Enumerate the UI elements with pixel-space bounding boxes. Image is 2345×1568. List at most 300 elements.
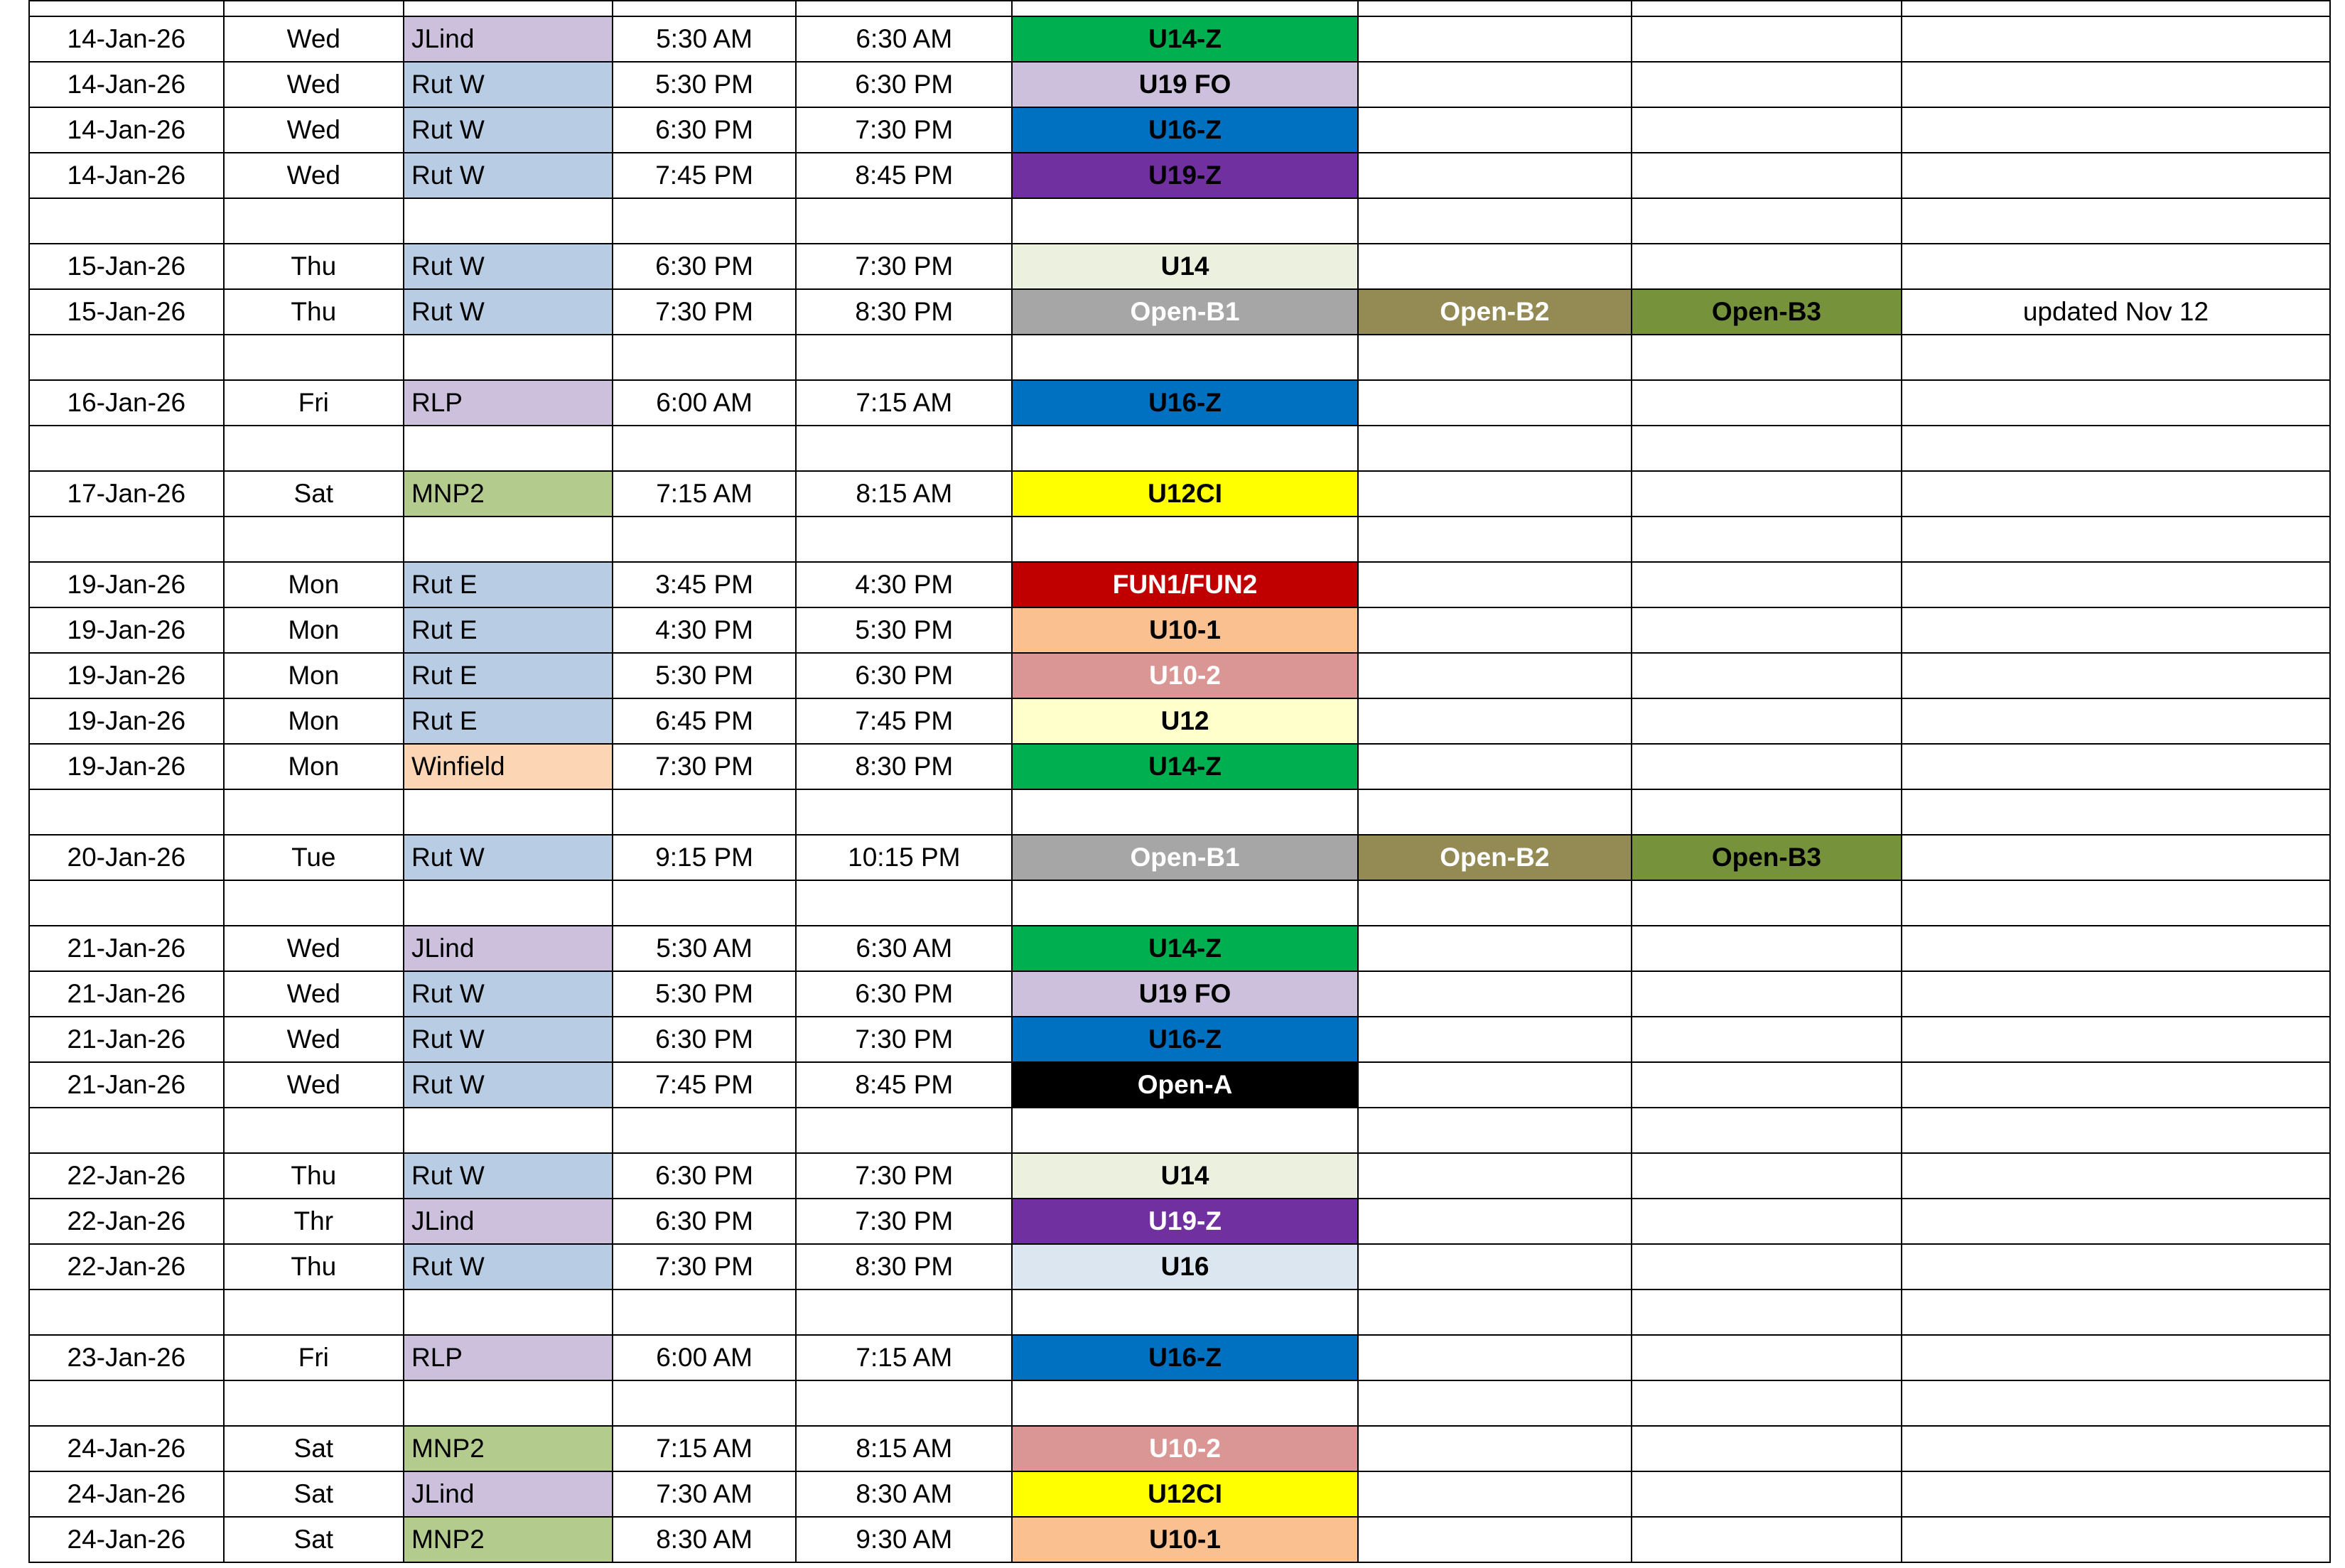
cell-start: 6:30 PM	[613, 1199, 796, 1244]
cell-date: 14-Jan-26	[29, 107, 224, 153]
cell-end: 6:30 AM	[796, 16, 1012, 62]
cell-group-3	[1632, 1017, 1902, 1062]
cell-note	[1902, 1471, 2330, 1517]
cell-group-1: U10-1	[1012, 1517, 1357, 1562]
cell-group-3	[1632, 562, 1902, 607]
cell-group-1: U16-Z	[1012, 1017, 1357, 1062]
cell-day: Mon	[224, 653, 404, 698]
empty-cell	[1358, 880, 1632, 926]
cell-date: 19-Jan-26	[29, 562, 224, 607]
cell-group-2	[1358, 471, 1632, 517]
cell-date: 16-Jan-26	[29, 380, 224, 426]
cell-group-2	[1358, 1335, 1632, 1380]
cell-start: 7:15 AM	[613, 1426, 796, 1471]
cell-group-2: Open-B2	[1358, 289, 1632, 335]
cell-start: 6:45 PM	[613, 698, 796, 744]
table-row	[29, 16, 2330, 62]
cell-location: JLind	[404, 926, 613, 971]
empty-cell	[29, 1, 224, 16]
cell-note	[1902, 698, 2330, 744]
empty-cell	[613, 789, 796, 835]
schedule-spacer-row	[29, 1289, 2330, 1335]
cell-date: 23-Jan-26	[29, 1335, 224, 1380]
schedule-spacer-row	[29, 198, 2330, 244]
cell-group-3	[1632, 107, 1902, 153]
cell-date: 24-Jan-26	[29, 1517, 224, 1562]
cell-group-1: U16	[1012, 1244, 1357, 1289]
cell-group-1: Open-B1	[1012, 289, 1357, 335]
cell-group-1: U12CI	[1012, 1471, 1357, 1517]
empty-cell	[29, 789, 224, 835]
cell-day: Sat	[224, 1517, 404, 1562]
cell-group-3	[1632, 1153, 1902, 1199]
cell-note	[1902, 1199, 2330, 1244]
cell-date: 21-Jan-26	[29, 1017, 224, 1062]
cell-group-3	[1632, 971, 1902, 1017]
cell-group-3: Open-B3	[1632, 835, 1902, 880]
cell-group-2: Open-B2	[1358, 835, 1632, 880]
empty-cell	[613, 198, 796, 244]
empty-cell	[1358, 335, 1632, 380]
cell-group-1: U14	[1012, 1153, 1357, 1199]
table-row	[29, 289, 2330, 335]
cell-date: 17-Jan-26	[29, 471, 224, 517]
empty-cell	[29, 426, 224, 471]
empty-cell	[404, 517, 613, 562]
cell-group-1: U16-Z	[1012, 107, 1357, 153]
empty-cell	[1632, 1380, 1902, 1426]
empty-cell	[613, 1108, 796, 1153]
cell-group-2	[1358, 1471, 1632, 1517]
cell-location: MNP2	[404, 1517, 613, 1562]
cell-start: 6:00 AM	[613, 380, 796, 426]
cell-group-2	[1358, 562, 1632, 607]
schedule-table	[28, 0, 2331, 1563]
cell-note	[1902, 1017, 2330, 1062]
empty-cell	[29, 1108, 224, 1153]
empty-cell	[1012, 880, 1357, 926]
cell-start: 3:45 PM	[613, 562, 796, 607]
table-row	[29, 926, 2330, 971]
cell-start: 7:45 PM	[613, 153, 796, 198]
cell-note	[1902, 1426, 2330, 1471]
cell-start: 6:30 PM	[613, 1153, 796, 1199]
cell-location: Rut W	[404, 1153, 613, 1199]
cell-date: 22-Jan-26	[29, 1244, 224, 1289]
cell-end: 7:45 PM	[796, 698, 1012, 744]
table-row	[29, 1517, 2330, 1562]
cell-start: 6:30 PM	[613, 1017, 796, 1062]
empty-cell	[29, 517, 224, 562]
cell-end: 8:45 PM	[796, 153, 1012, 198]
cell-location: RLP	[404, 380, 613, 426]
cell-group-1: U10-2	[1012, 653, 1357, 698]
cell-group-1: U16-Z	[1012, 1335, 1357, 1380]
cell-group-3	[1632, 698, 1902, 744]
cell-date: 24-Jan-26	[29, 1426, 224, 1471]
empty-cell	[796, 335, 1012, 380]
cell-group-1: U12CI	[1012, 471, 1357, 517]
cell-note	[1902, 1153, 2330, 1199]
cell-location: Rut E	[404, 607, 613, 653]
cell-start: 6:30 PM	[613, 107, 796, 153]
cell-location: MNP2	[404, 471, 613, 517]
empty-cell	[613, 517, 796, 562]
empty-cell	[796, 1, 1012, 16]
cell-note	[1902, 1517, 2330, 1562]
cell-group-3	[1632, 1471, 1902, 1517]
empty-cell	[404, 880, 613, 926]
cell-day: Wed	[224, 1062, 404, 1108]
cell-group-1: Open-A	[1012, 1062, 1357, 1108]
empty-cell	[224, 198, 404, 244]
table-row	[29, 744, 2330, 789]
cell-end: 8:30 PM	[796, 289, 1012, 335]
cell-start: 5:30 PM	[613, 971, 796, 1017]
empty-cell	[1358, 1, 1632, 16]
cell-group-2	[1358, 1517, 1632, 1562]
cell-group-2	[1358, 16, 1632, 62]
cell-group-2	[1358, 698, 1632, 744]
cell-date: 14-Jan-26	[29, 62, 224, 107]
cell-group-2	[1358, 653, 1632, 698]
empty-cell	[404, 335, 613, 380]
cell-date: 21-Jan-26	[29, 971, 224, 1017]
schedule-spacer-row	[29, 789, 2330, 835]
cell-end: 4:30 PM	[796, 562, 1012, 607]
schedule-spacer-row	[29, 335, 2330, 380]
empty-cell	[1012, 1380, 1357, 1426]
empty-cell	[1358, 1289, 1632, 1335]
cell-note	[1902, 107, 2330, 153]
cell-group-3	[1632, 1335, 1902, 1380]
empty-cell	[404, 1289, 613, 1335]
cell-group-1: U12	[1012, 698, 1357, 744]
table-row	[29, 62, 2330, 107]
cell-start: 7:15 AM	[613, 471, 796, 517]
empty-cell	[1902, 517, 2330, 562]
table-row	[29, 835, 2330, 880]
empty-cell	[1902, 880, 2330, 926]
empty-cell	[1012, 198, 1357, 244]
cell-day: Sat	[224, 1471, 404, 1517]
cell-start: 4:30 PM	[613, 607, 796, 653]
empty-cell	[796, 517, 1012, 562]
cell-day: Thu	[224, 289, 404, 335]
table-row	[29, 1335, 2330, 1380]
empty-cell	[29, 1380, 224, 1426]
cell-day: Tue	[224, 835, 404, 880]
empty-cell	[224, 1289, 404, 1335]
cell-day: Sat	[224, 1426, 404, 1471]
empty-cell	[1632, 880, 1902, 926]
empty-cell	[1012, 789, 1357, 835]
cell-start: 7:30 PM	[613, 289, 796, 335]
cell-group-1: U19 FO	[1012, 971, 1357, 1017]
cell-group-2	[1358, 244, 1632, 289]
empty-cell	[1902, 1380, 2330, 1426]
cell-date: 21-Jan-26	[29, 1062, 224, 1108]
empty-cell	[224, 789, 404, 835]
cell-group-3	[1632, 1062, 1902, 1108]
cell-group-3	[1632, 926, 1902, 971]
empty-cell	[1902, 1, 2330, 16]
empty-cell	[404, 198, 613, 244]
empty-cell	[613, 426, 796, 471]
empty-cell	[1358, 517, 1632, 562]
cell-location: Rut W	[404, 244, 613, 289]
cell-note: updated Nov 12	[1902, 289, 2330, 335]
cell-group-2	[1358, 971, 1632, 1017]
cell-day: Thu	[224, 1244, 404, 1289]
cell-location: Rut E	[404, 653, 613, 698]
cell-group-2	[1358, 62, 1632, 107]
cell-location: Winfield	[404, 744, 613, 789]
cell-date: 15-Jan-26	[29, 289, 224, 335]
cell-date: 20-Jan-26	[29, 835, 224, 880]
cell-location: JLind	[404, 16, 613, 62]
cell-start: 9:15 PM	[613, 835, 796, 880]
empty-cell	[224, 1108, 404, 1153]
empty-cell	[1012, 335, 1357, 380]
cell-note	[1902, 835, 2330, 880]
cell-day: Wed	[224, 62, 404, 107]
cell-end: 6:30 PM	[796, 971, 1012, 1017]
empty-cell	[1632, 1, 1902, 16]
cell-location: Rut W	[404, 153, 613, 198]
cell-date: 15-Jan-26	[29, 244, 224, 289]
cell-end: 8:15 AM	[796, 471, 1012, 517]
cell-location: JLind	[404, 1199, 613, 1244]
table-row	[29, 153, 2330, 198]
cell-group-2	[1358, 607, 1632, 653]
cell-group-1: U16-Z	[1012, 380, 1357, 426]
empty-cell	[1358, 1380, 1632, 1426]
schedule-spacer-row	[29, 1380, 2330, 1426]
cell-group-3	[1632, 607, 1902, 653]
empty-cell	[1902, 335, 2330, 380]
cell-group-3	[1632, 1517, 1902, 1562]
table-row	[29, 1062, 2330, 1108]
cell-group-3	[1632, 1426, 1902, 1471]
cell-start: 7:30 PM	[613, 1244, 796, 1289]
cell-date: 19-Jan-26	[29, 653, 224, 698]
empty-cell	[1358, 198, 1632, 244]
cell-day: Wed	[224, 107, 404, 153]
cell-group-3	[1632, 1199, 1902, 1244]
empty-cell	[613, 335, 796, 380]
empty-cell	[1012, 426, 1357, 471]
cell-end: 8:45 PM	[796, 1062, 1012, 1108]
cell-location: Rut W	[404, 289, 613, 335]
cell-start: 5:30 AM	[613, 16, 796, 62]
empty-cell	[1012, 1289, 1357, 1335]
cell-end: 7:30 PM	[796, 107, 1012, 153]
cell-start: 7:30 AM	[613, 1471, 796, 1517]
cell-group-3: Open-B3	[1632, 289, 1902, 335]
cell-group-3	[1632, 744, 1902, 789]
cell-end: 9:30 AM	[796, 1517, 1012, 1562]
table-row	[29, 244, 2330, 289]
cell-group-3	[1632, 153, 1902, 198]
cell-group-1: U14-Z	[1012, 926, 1357, 971]
cell-end: 6:30 AM	[796, 926, 1012, 971]
empty-cell	[1632, 426, 1902, 471]
cell-note	[1902, 62, 2330, 107]
empty-cell	[29, 335, 224, 380]
empty-cell	[404, 1108, 613, 1153]
empty-cell	[1632, 335, 1902, 380]
cell-day: Wed	[224, 926, 404, 971]
cell-end: 10:15 PM	[796, 835, 1012, 880]
cell-day: Sat	[224, 471, 404, 517]
table-row	[29, 562, 2330, 607]
cell-day: Wed	[224, 971, 404, 1017]
empty-cell	[1012, 1, 1357, 16]
table-row	[29, 1426, 2330, 1471]
empty-cell	[224, 1380, 404, 1426]
cell-date: 14-Jan-26	[29, 16, 224, 62]
cell-group-2	[1358, 1062, 1632, 1108]
cell-start: 5:30 PM	[613, 653, 796, 698]
cell-day: Wed	[224, 16, 404, 62]
cell-group-2	[1358, 926, 1632, 971]
empty-cell	[1632, 517, 1902, 562]
table-row	[29, 1153, 2330, 1199]
cell-location: Rut W	[404, 62, 613, 107]
cell-group-1: U10-1	[1012, 607, 1357, 653]
empty-cell	[1632, 789, 1902, 835]
empty-cell	[29, 198, 224, 244]
cell-note	[1902, 244, 2330, 289]
empty-cell	[1902, 426, 2330, 471]
cell-date: 24-Jan-26	[29, 1471, 224, 1517]
schedule-spacer-row	[29, 1108, 2330, 1153]
cell-date: 19-Jan-26	[29, 698, 224, 744]
schedule-partial-row	[29, 1, 2330, 16]
cell-location: Rut W	[404, 1244, 613, 1289]
empty-cell	[224, 880, 404, 926]
cell-date: 22-Jan-26	[29, 1153, 224, 1199]
empty-cell	[796, 198, 1012, 244]
cell-end: 8:15 AM	[796, 1426, 1012, 1471]
table-row	[29, 653, 2330, 698]
cell-location: RLP	[404, 1335, 613, 1380]
cell-group-2	[1358, 107, 1632, 153]
cell-group-2	[1358, 1426, 1632, 1471]
cell-group-2	[1358, 744, 1632, 789]
cell-note	[1902, 607, 2330, 653]
cell-location: Rut W	[404, 835, 613, 880]
empty-cell	[29, 880, 224, 926]
cell-day: Mon	[224, 698, 404, 744]
empty-cell	[796, 789, 1012, 835]
cell-group-1: U19 FO	[1012, 62, 1357, 107]
cell-start: 6:00 AM	[613, 1335, 796, 1380]
cell-end: 5:30 PM	[796, 607, 1012, 653]
empty-cell	[796, 1380, 1012, 1426]
cell-note	[1902, 744, 2330, 789]
cell-location: JLind	[404, 1471, 613, 1517]
schedule-spacer-row	[29, 426, 2330, 471]
cell-note	[1902, 971, 2330, 1017]
cell-day: Mon	[224, 562, 404, 607]
empty-cell	[404, 1380, 613, 1426]
table-row	[29, 971, 2330, 1017]
cell-start: 7:45 PM	[613, 1062, 796, 1108]
cell-location: Rut W	[404, 1017, 613, 1062]
table-row	[29, 698, 2330, 744]
table-row	[29, 1017, 2330, 1062]
cell-group-1: U14	[1012, 244, 1357, 289]
cell-location: Rut E	[404, 562, 613, 607]
cell-group-2	[1358, 153, 1632, 198]
cell-date: 19-Jan-26	[29, 607, 224, 653]
empty-cell	[613, 1380, 796, 1426]
cell-note	[1902, 471, 2330, 517]
empty-cell	[29, 1289, 224, 1335]
cell-day: Thu	[224, 1153, 404, 1199]
empty-cell	[613, 1289, 796, 1335]
cell-date: 21-Jan-26	[29, 926, 224, 971]
cell-group-2	[1358, 1244, 1632, 1289]
schedule-body	[29, 1, 2330, 1562]
cell-note	[1902, 653, 2330, 698]
cell-end: 8:30 AM	[796, 1471, 1012, 1517]
empty-cell	[796, 1108, 1012, 1153]
cell-group-2	[1358, 1199, 1632, 1244]
empty-cell	[796, 880, 1012, 926]
empty-cell	[1632, 1289, 1902, 1335]
cell-start: 6:30 PM	[613, 244, 796, 289]
cell-group-1: FUN1/FUN2	[1012, 562, 1357, 607]
schedule-spacer-row	[29, 517, 2330, 562]
table-row	[29, 107, 2330, 153]
empty-cell	[1902, 198, 2330, 244]
empty-cell	[1632, 1108, 1902, 1153]
cell-end: 6:30 PM	[796, 62, 1012, 107]
cell-location: Rut W	[404, 107, 613, 153]
cell-group-2	[1358, 1017, 1632, 1062]
empty-cell	[404, 789, 613, 835]
cell-group-3	[1632, 62, 1902, 107]
empty-cell	[1902, 1108, 2330, 1153]
cell-group-1: U14-Z	[1012, 16, 1357, 62]
cell-end: 8:30 PM	[796, 744, 1012, 789]
cell-day: Thr	[224, 1199, 404, 1244]
cell-note	[1902, 562, 2330, 607]
cell-day: Fri	[224, 1335, 404, 1380]
empty-cell	[224, 426, 404, 471]
cell-day: Thu	[224, 244, 404, 289]
cell-group-1: U19-Z	[1012, 1199, 1357, 1244]
empty-cell	[796, 1289, 1012, 1335]
cell-date: 22-Jan-26	[29, 1199, 224, 1244]
cell-group-3	[1632, 471, 1902, 517]
cell-note	[1902, 153, 2330, 198]
cell-end: 6:30 PM	[796, 653, 1012, 698]
cell-note	[1902, 926, 2330, 971]
empty-cell	[613, 1, 796, 16]
cell-date: 19-Jan-26	[29, 744, 224, 789]
empty-cell	[224, 335, 404, 380]
cell-day: Fri	[224, 380, 404, 426]
empty-cell	[613, 880, 796, 926]
empty-cell	[1012, 517, 1357, 562]
cell-note	[1902, 380, 2330, 426]
empty-cell	[1632, 198, 1902, 244]
cell-location: MNP2	[404, 1426, 613, 1471]
